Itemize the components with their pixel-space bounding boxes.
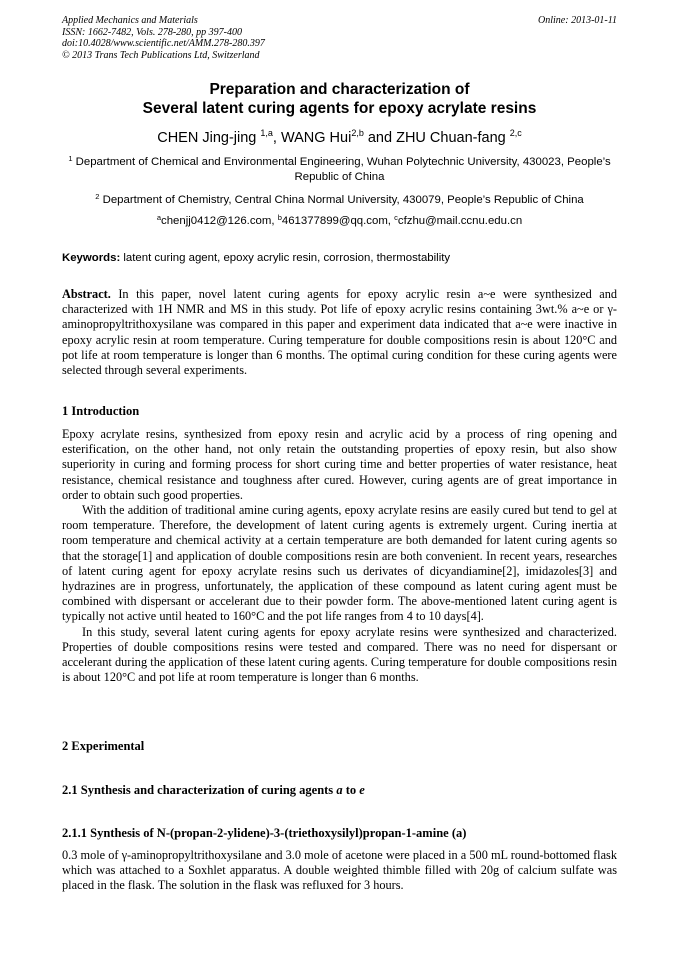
abstract <box>62 287 617 378</box>
section-1-body <box>62 427 617 685</box>
title-line-2: Several latent curing agents for epoxy acrylate resins <box>142 100 537 117</box>
email-b-sup: b <box>277 213 282 222</box>
section-2-heading: 2 Experimental <box>62 739 145 753</box>
email-c-sup: c <box>394 213 398 222</box>
title-line-1: Preparation and characterization of <box>209 81 470 98</box>
email-b: 461377899@qq.com, <box>281 215 395 227</box>
section-1-heading: 1 Introduction <box>62 404 140 418</box>
intro-paragraph-2: With the addition of traditional amine curing agents, epoxy acrylate resins are easily cured but tend to gel at room temperature. Therefore, the development of latent curing agents is extremely urgent. Curing inertia at room temperature and chemical activity at a certain temperature are both demanded for latent curing agents so that the storage[1] and application of double compositions resin are both convenient. In recent years, researches of latent curing agent for epoxy acrylate resins such us derivates of dicyandiamine[2], imidazoles[3] and hydrazines are in progress, unfortunately, the application of these compound as latent curing agent must be combined with dispersant or accelerant due to their powder form. The above-mentioned latent curing agent is typically not active until heated to 160°C and the pot life ranges from 4 to 10 days[4]. <box>62 503 617 624</box>
affiliation-1 <box>62 155 617 185</box>
subsection-2-1-1-heading: 2.1.1 Synthesis of N-(propan-2-ylidene)-3-(triethoxysilyl)propan-1-amine (a) <box>62 826 467 840</box>
affiliation-2-text: Department of Chemistry, Central China Normal University, 430079, People’s Republic of China <box>99 194 584 206</box>
author-3: and ZHU Chuan-fang <box>363 130 510 146</box>
email-a-sup: a <box>156 213 162 222</box>
email-a: chenjj0412@126.com, <box>161 215 278 227</box>
email-list <box>62 214 617 229</box>
experimental-paragraph-1: 0.3 mole of γ-aminopropyltrithoxysilane and 3.0 mole of acetone were placed in a 500 mL round-bottomed flask which was attached to a Soxhlet apparatus. A double weighted thimble filled with 20g of calcium sulfate was placed in the flask. The solution in the flask was refluxed for 3 hours. <box>62 848 617 893</box>
copyright-line: © 2013 Trans Tech Publications Ltd, Switzerland <box>62 49 260 61</box>
author-2: , WANG Hui <box>272 130 352 146</box>
author-2-sup: 2,b <box>351 128 364 138</box>
intro-paragraph-1: Epoxy acrylate resins, synthesized from epoxy resin and acrylic acid by a process of ring opening and esterification, on the other hand, not only retain the outstanding properties of epoxy resin, but also show superiority in curing and forming process for short curing time and better properties of water resistance, heat resistance, chemical resistance and toughness after cured. However, curing agents are of great importance in order to obtain such good properties. <box>62 427 617 502</box>
affiliation-2 <box>62 193 617 208</box>
journal-name: Applied Mechanics and Materials <box>62 15 198 26</box>
author-list <box>62 128 617 148</box>
keywords <box>62 251 617 266</box>
email-c: cfzhu@mail.ccnu.edu.cn <box>397 215 523 227</box>
abstract-label: Abstract. <box>62 287 111 301</box>
subsection-2-1-heading <box>62 783 617 798</box>
subsection-2-1-prefix: 2.1 Synthesis and characterization of curing agents <box>62 783 337 797</box>
intro-paragraph-3: In this study, several latent curing agents for epoxy acrylate resins were synthesized and characterized. Properties of double compositions resins were tested and compared. There was no need for dispersant or accelerant during the application of these latent curing agents. Curing temperature for double compositions resin is about 120°C and pot life at room temperature is longer than 6 months. <box>62 624 617 685</box>
abstract-text: In this paper, novel latent curing agents for epoxy acrylic resin a~e were synthesized and characterized with 1H NMR and MS in this study. Pot life of epoxy acrylic resins containing 3wt.% a~e or γ-aminopropyltrithoxysilane was compared in this paper and experiment data indicated that a~e were inactive in epoxy acrylic resin at room temperature. Curing temperature for double compositions resin is about 120°C and pot life at room temperature is longer than 6 months. The optimal curing condition for these curing agents were selected through several experiments. <box>62 287 617 378</box>
journal-header <box>62 15 617 61</box>
author-3-sup: 2,c <box>509 128 522 138</box>
author-1-sup: 1,a <box>260 128 273 138</box>
affiliation-2-num: 2 <box>95 192 100 201</box>
subsection-2-1-a: a <box>336 783 343 797</box>
section-2-body <box>62 848 617 894</box>
paper-title <box>62 80 617 118</box>
subsection-2-1-to: to <box>342 783 360 797</box>
affiliation-1-num: 1 <box>68 154 73 163</box>
keywords-label: Keywords: <box>62 252 121 264</box>
subsection-2-1-e: e <box>359 783 365 797</box>
author-1: CHEN Jing-jing <box>157 130 261 146</box>
online-date: Online: 2013-01-11 <box>538 15 617 26</box>
issn-line: ISSN: 1662-7482, Vols. 278-280, pp 397-400 <box>62 26 242 38</box>
keywords-text: latent curing agent, epoxy acrylic resin, corrosion, thermostability <box>120 252 451 264</box>
affiliation-1-text: Department of Chemical and Environmental Engineering, Wuhan Polytechnic University, 430023, People’s Republic of China <box>72 156 611 183</box>
doi-line: doi:10.4028/www.scientific.net/AMM.278-280.397 <box>62 38 265 49</box>
